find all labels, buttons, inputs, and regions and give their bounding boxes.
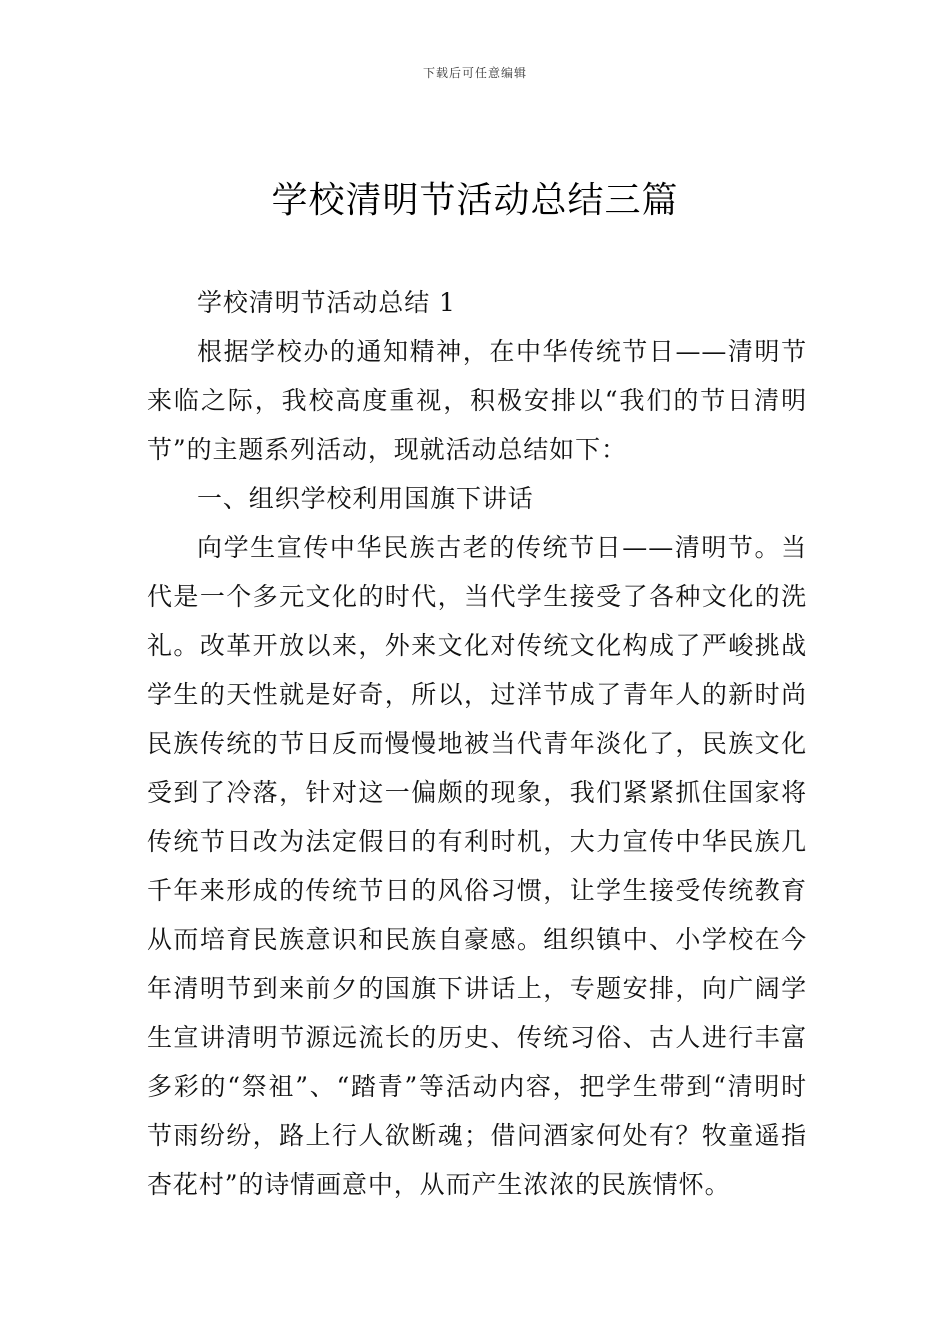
page-header-note: 下载后可任意编辑 xyxy=(422,66,527,80)
subheading-one: 一、组织学校利用国旗下讲话 xyxy=(197,484,534,513)
section-heading: 学校清明节活动总结 1 xyxy=(197,288,456,317)
paragraph-intro: 根据学校办的通知精神，在中华传统节日——清明节来临之际，我校高度重视，积极安排以“我们的节日清明节”的主题系列活动，现就活动总结如下： xyxy=(147,337,807,464)
paragraph-main: 向学生宣传中华民族古老的传统节日——清明节。当代是一个多元文化的时代，当代学生接受了各种文化的洗礼。改革开放以来，外来文化对传统文化构成了严峻挑战学生的天性就是好奇，所以，过洋节成了青年人的新时尚民族传统的节日反而慢慢地被当代青年淡化了，民族文化受到了冷落，针对这一偏颇的现象，我们紧紧抓住国家将传统节日改为法定假日的有利时机，大力宣传中华民族几千年来形成的传统节日的风俗习惯，让学生接受传统教育从而培育民族意识和民族自豪感。组织镇中、小学校在今年清明节到来前夕的国旗下讲话上，专题安排，向广阔学生宣讲清明节源远流长的历史、传统习俗、古人进行丰富多彩的“祭祖”、“踏青”等活动内容，把学生带到“清明时节雨纷纷，路上行人欲断魂；借问酒家何处有？牧童遥指杏花村”的诗情画意中，从而产生浓浓的民族情怀。 xyxy=(147,533,807,1199)
document-body xyxy=(147,278,807,1209)
document-title: 学校清明节活动总结三篇 xyxy=(271,180,679,221)
